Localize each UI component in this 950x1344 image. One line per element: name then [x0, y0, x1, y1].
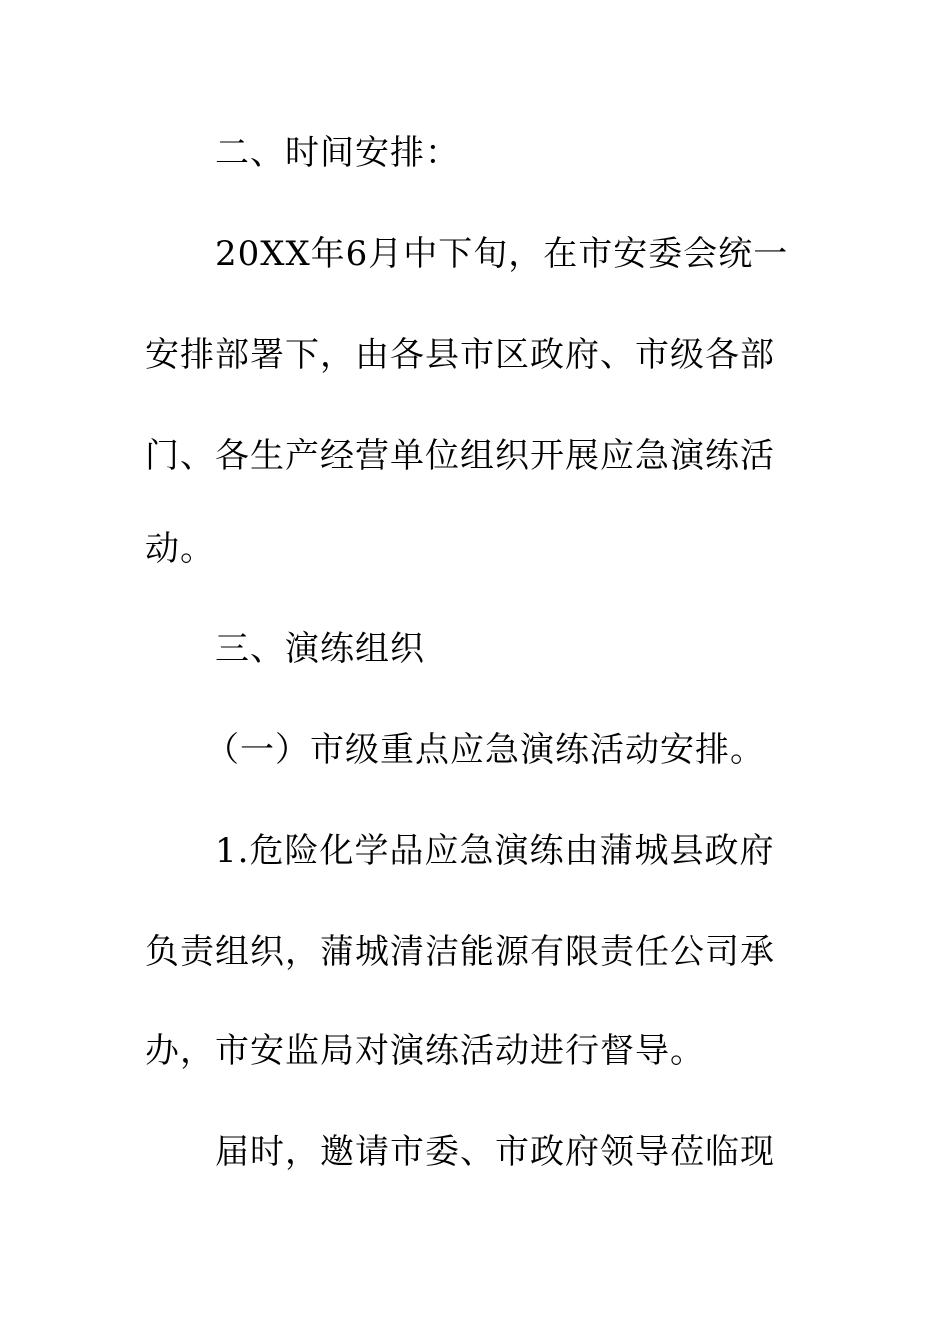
section-heading-time: 二、时间安排：: [215, 133, 460, 173]
paragraph-line: 20XX年6月中下旬，在市安委会统一: [215, 234, 789, 274]
paragraph-line: 负责组织，蒲城清洁能源有限责任公司承: [145, 932, 775, 972]
section-heading-drill: 三、演练组织: [215, 629, 425, 669]
paragraph-line: 1.危险化学品应急演练由蒲城县政府: [215, 831, 775, 871]
paragraph-line: 安排部署下，由各县市区政府、市级各部: [145, 335, 775, 375]
paragraph-line: 动。: [145, 529, 215, 569]
subsection-heading: （一）市级重点应急演练活动安排。: [205, 730, 765, 770]
paragraph-line: 届时，邀请市委、市政府领导莅临现: [215, 1132, 775, 1172]
paragraph-line: 办，市安监局对演练活动进行督导。: [145, 1031, 705, 1071]
paragraph-line: 门、各生产经营单位组织开展应急演练活: [145, 436, 775, 476]
